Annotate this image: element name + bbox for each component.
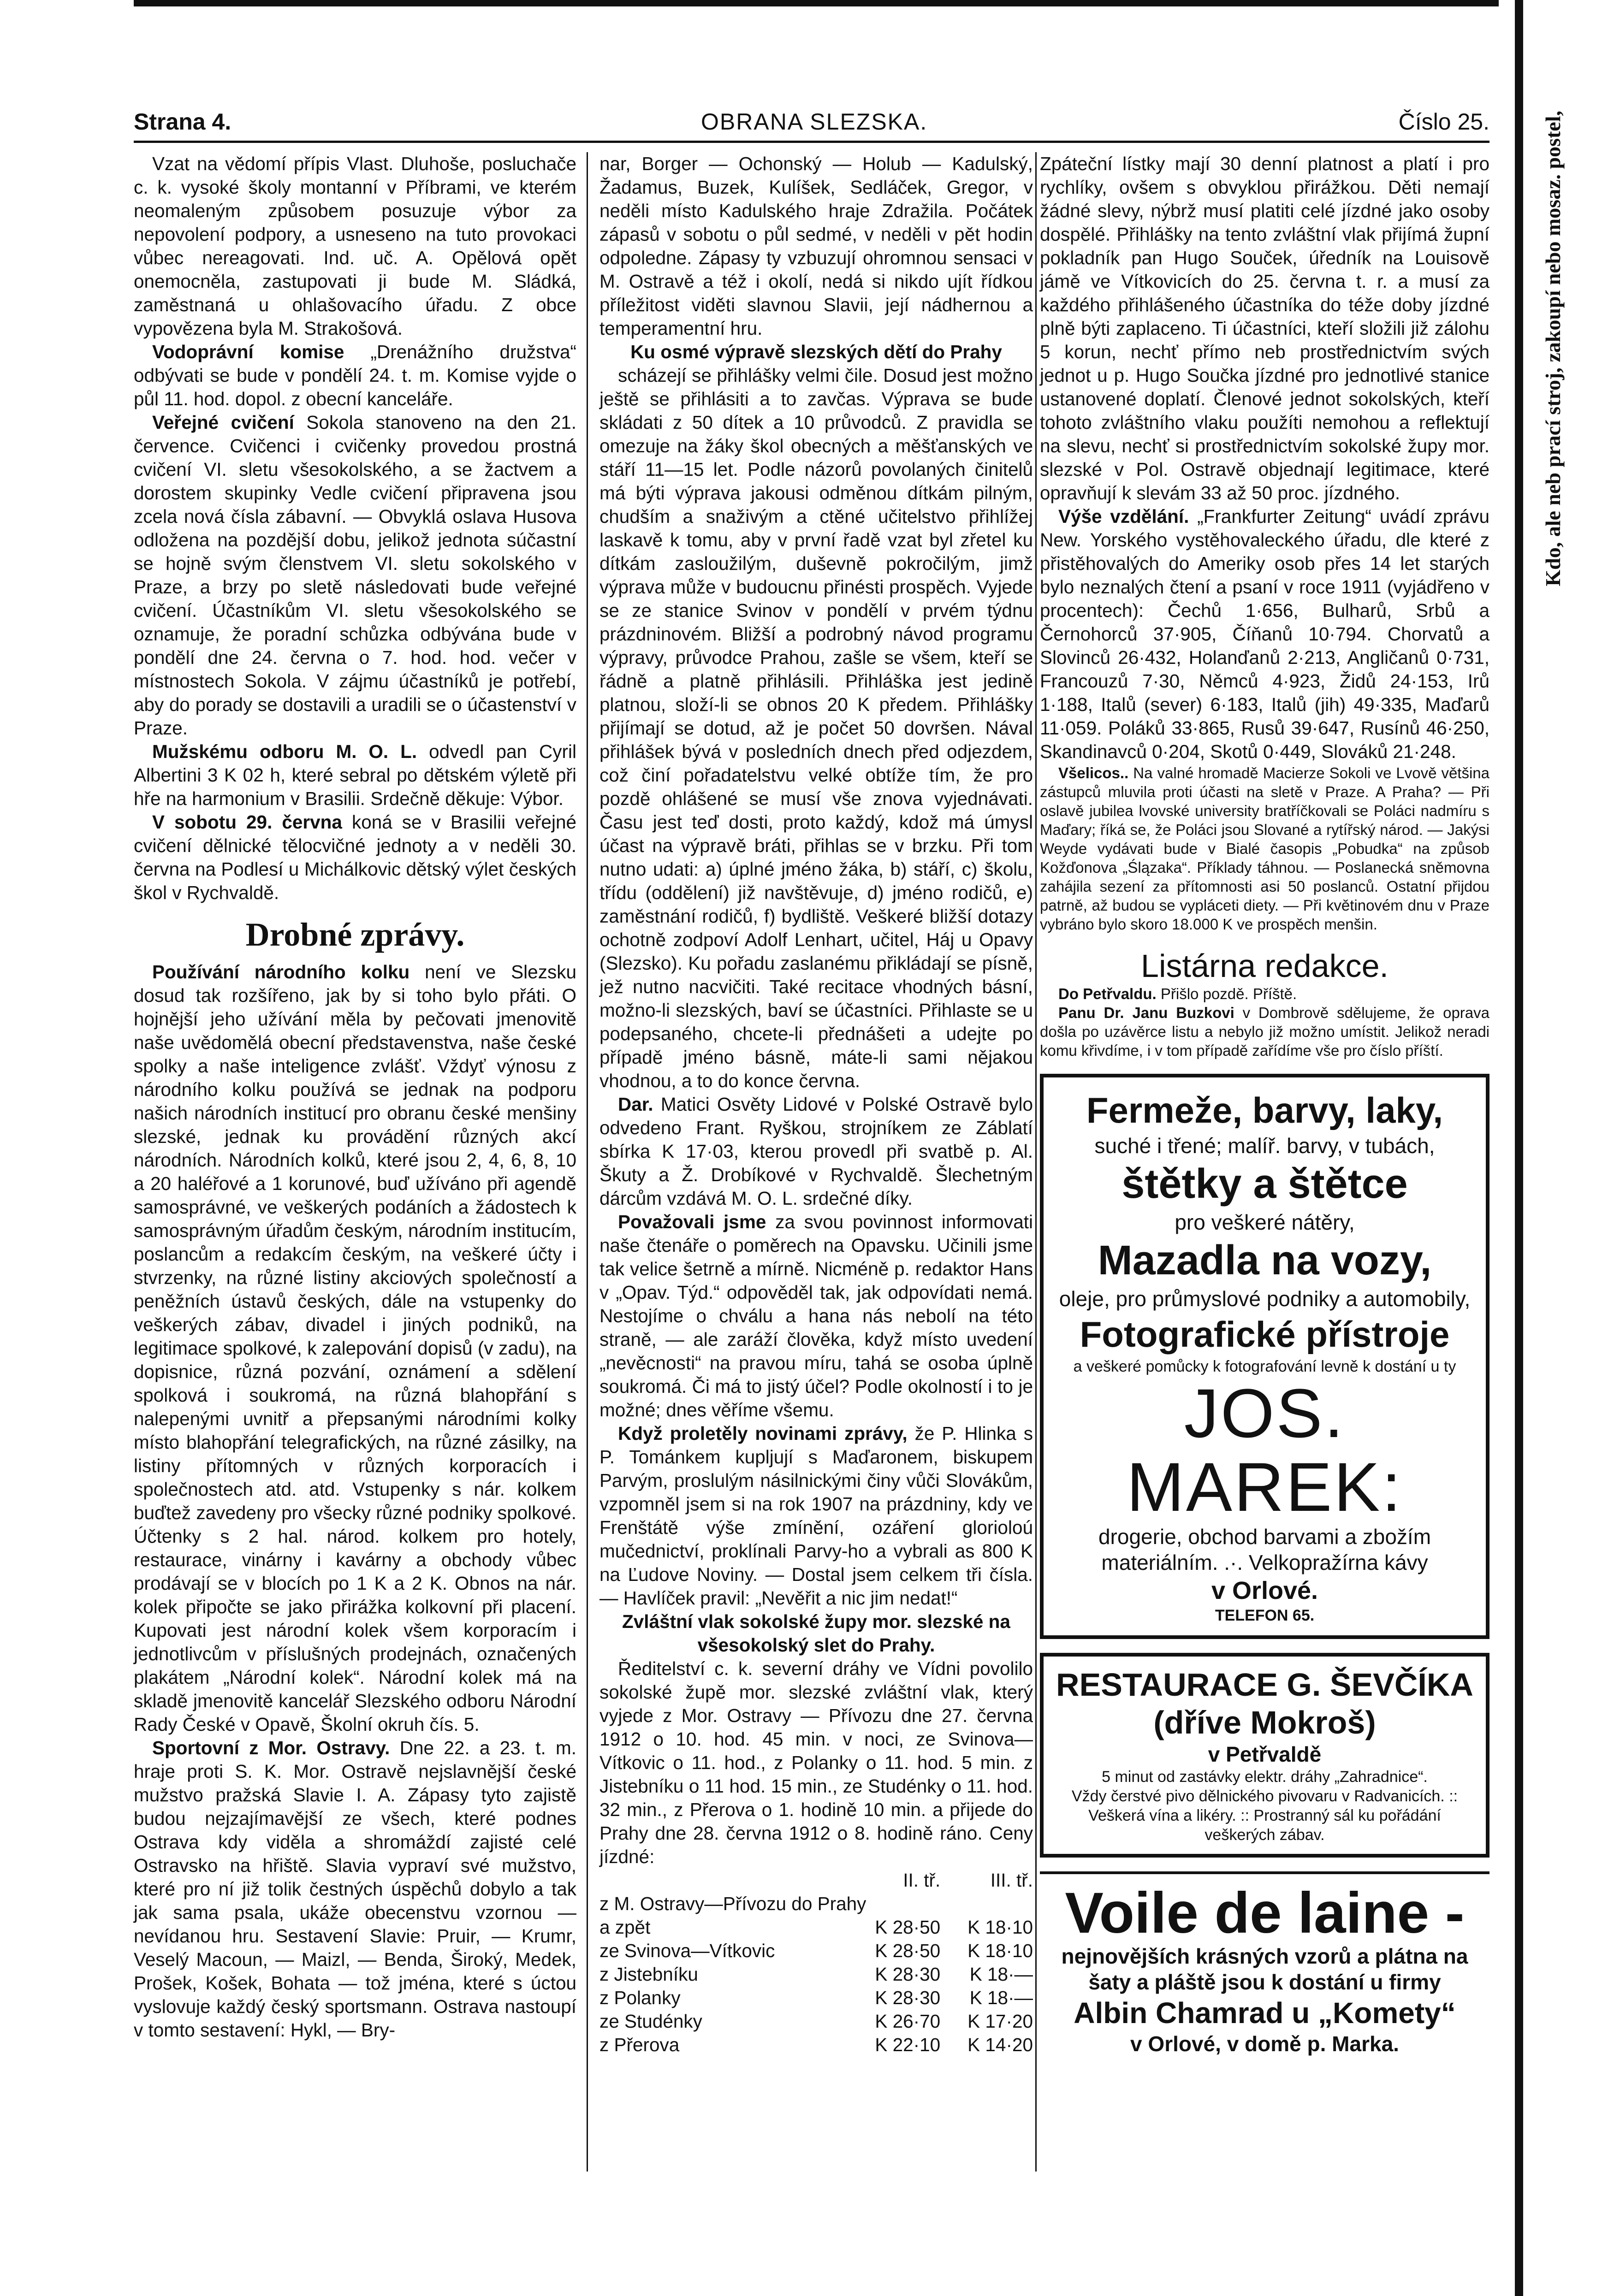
ad-restaurant-title: RESTAURACE G. ŠEVČÍKA (dříve Mokroš) — [1056, 1667, 1473, 1740]
article-lead: V sobotu 29. června — [152, 811, 342, 833]
ad-company-name: JOS. MAREK: — [1126, 1374, 1403, 1526]
article-text: Matici Osvěty Lidové v Polské Ostravě bylo odvedeno Frant. Ryškou, strojníkem ze Záblatí sbírka K 17·03, kterou provedl při svatbě p. Al. Škuty a Ž. Drobíkové v Rychvaldě. Šlechetným dárcům vzdává M. O. L. srdečné díky. — [599, 1094, 1033, 1209]
page-header — [134, 108, 1489, 145]
article-text: za svou povinnost informovati naše čtenáře o poměrech na Opavsku. Učinili jsme tak velice šetrně a mírně. Nicméně p. redaktor Hans v „Opav. Týd.“ odpověděl tak, jak odpovídati nemá. Nestojíme o chválu a hana nás nebolí na této straně, — ale zaráží člověka, když místo uvedení „nevěcnosti“ na pravou míru, tahá se osoba úplně soukromá. Či má to jistý účel? Podle okolností i to je možné; dnes věříme všemu. — [599, 1211, 1033, 1420]
margin-advert-text: Kdo, ale neb prací stroj, zakoupí nebo mosaz. postel, — [1541, 111, 1565, 586]
newspaper-title: OBRANA SLEZSKA. — [701, 109, 928, 135]
fare-2nd: K 28·50 — [875, 1940, 941, 1961]
article-lead: Mužskému odboru M. O. L. — [152, 741, 417, 762]
ad-line: v Petřvaldě — [1208, 1742, 1322, 1766]
fare-3rd: K 18·10 — [967, 1917, 1033, 1938]
table-row — [599, 2010, 1033, 2033]
ad-line: nejnovějších krásných vzorů a plátna na šaty a pláště jsou k dostání u firmy — [1061, 1944, 1468, 1994]
article-lead: Používání národního kolku — [152, 961, 410, 982]
article-paragraph — [134, 740, 576, 811]
editorial-letters-title: Listárna redakce. — [1141, 948, 1389, 984]
ad-line: pro veškeré nátěry, — [1175, 1210, 1355, 1234]
ad-line: v Orlové, v domě p. Marka. — [1130, 2032, 1399, 2056]
article-paragraph: Zpáteční lístky mají 30 denní platnost a platí i pro rychlíky, ovšem s obvyklou přirážkou. Děti nemají žádné slevy, nýbrž musí platiti celé jízdné jako osoby dospělé. Přihlášky na tento zvláštní vlak přijímá župní pokladník pan Hugo Souček, úředník na Louisově jámě ve Vítkovicích do 25. června t. r. a musí za každého přihlášeného účastníka do téže doby jízdné plně býti zaplaceno. Ti účastníci, kteří složili již zálohu 5 korun, nechť přímo neb prostřednictvím svých jednot u p. Hugo Součka jízdné pro jednotlivé stanice ustanovené doplatí. Členové jednot sokolských, kteří tohoto zvláštního vlaku použíti nemohou a reflektují na slevu, nechť si prostřednictvím sokolské župy mor. slezské v Pol. Ostravě objednají legitimace, které opravňují k slevám 33 až 50 proc. jízdného. — [1040, 153, 1489, 503]
ad-phone: TELEFON 65. — [1215, 1607, 1315, 1624]
ad-line: 5 minut od zastávky elektr. dráhy „Zahradnice“. — [1102, 1768, 1428, 1786]
fare-3rd: K 14·20 — [967, 2034, 1033, 2055]
letter-lead: Do Petřvaldu. — [1058, 985, 1157, 1002]
letter-reply — [1040, 984, 1489, 1003]
article-paragraph — [134, 811, 576, 905]
table-row — [599, 1939, 1033, 1963]
header-rule — [134, 141, 1489, 143]
article-paragraph: scházejí se přihlášky velmi čile. Dosud jest možno ještě se přihlásiti a to zavčas. Výprava se bude skládati z 50 dítek a 10 průvodců. Z pravidla se omezuje na žáky škol obecných a měšťanských ve stáří 11—15 let. Podle názorů povolaných činitelů má býti výprava jakousi odměnou dítkám pilným, chudším a snaživým a ctěné učitelstvo přihlížej laskavě k tomu, aby v první řadě vzat byl zřetel ku dítkám zasloužilým, duševně pokročilým, jimž výprava může v budoucnu přinésti prospěch. Vyjede se ze stanice Svinov v pondělí v prvém týdnu prázdninovém. Bližší a podrobný návod programu výpravy, průvodce Prahou, zašle se všem, kteří se řádně a platně přihlásili. Přihláška jest jedině platnou, složí-li se obnos 20 K předem. Přihlášky přijímají se dotud, až je počet 50 dovršen. Nával přihlášek bývá v posledních dnech před odjezdem, což činí pořadatelstvu velké obtíže tím, že pro pozdě ohlášené se musí vše znova vyjednávati. Času jest teď dosti, proto každý, kdož má úmysl účast na výpravě bráti, přihlas se v brzku. Při tom nutno udati: a) úplné jméno žáka, b) stáří, c) školu, třídu (oddělení) již navštěvuje, d) jméno rodičů, e) zaměstnání rodičů, f) bydliště. Veškeré bližší dotazy ochotně zodpoví Adolf Lenhart, učitel, Háj u Opavy (Slezsko). Ku pořadu zaslanému přikládají se písně, jež nutno nacvičiti. Také recitace vhodných básní, možno-li slezských, baví se účastníci. Přihlaste se u podepsaného, chcete-li přednášeti a udejte po případě jméno básně, máte-li sami nějakou vhodnou, a to do konce června. — [599, 365, 1033, 1091]
ad-line: Albin Chamrad u „Komety“ — [1074, 1996, 1456, 2030]
article-paragraph — [134, 960, 576, 1736]
fare-3rd: K 18·— — [969, 1964, 1033, 1985]
fare-station: ze Svinova—Vítkovic — [599, 1940, 775, 1961]
table-row — [599, 1916, 1033, 1939]
ad-line: a veškeré pomůcky k fotografování levně k dostání u ty — [1073, 1358, 1456, 1375]
article-paragraph — [599, 1093, 1033, 1210]
fare-3rd: K 17·20 — [967, 2011, 1033, 2032]
article-paragraph — [1040, 505, 1489, 763]
table-row — [599, 1892, 1033, 1916]
article-text: odvedl pan Cyril Albertini 3 K 02 h, které sebral po dětském výletě při hře na harmonium v Brasilii. Srdečně děkuje: Výbor. — [134, 741, 576, 809]
letter-lead: Panu Dr. Janu Buzkovi — [1058, 1004, 1234, 1021]
page-number: Strana 4. — [134, 109, 231, 135]
article-lead: Považovali jsme — [618, 1211, 766, 1232]
article-text: koná se v Brasilii veřejné cvičení dělnické tělocvičné jednoty a v neděli 30. června na Podlesí u Michálkovic dětský výlet českých škol v Rychvaldě. — [134, 811, 576, 903]
advertisement-voile — [1040, 1871, 1489, 2057]
article-paragraph: Ředitelství c. k. severní dráhy ve Vídni povolilo sokolské župě mor. slezské zvláštní vlak, který vyjede z Mor. Ostravy — Přívozu dne 27. června 1912 o 10. hod. 45 min. v noci, ze Svinova—Vítkovic o 11. hod., z Polanky o 11. hod. 5 min. z Jistebníku o 11 hod. 15 min., ze Studénky o 11. hod. 32 min., z Přerova o 1. hodině 10 min. a přijede do Prahy dne 28. června 1912 o 8. hodině ráno. Ceny jízdné: — [599, 1658, 1033, 1867]
article-heading: Zvláštní vlak sokolské župy mor. slezské na všesokolský slet do Prahy. — [622, 1611, 1010, 1656]
article-text: že P. Hlinka s P. Tománkem kupljují s Maďaronem, biskupem Parvým, proslulým násilnickými činy vůči Slovákům, vzpomněl jsem si na rok 1907 na prázdniny, kdy ve Frenštátě výše zmínění, ozáření glorioloú mučednictví, proklínali Parvy-ho a vybrali as 800 K na Ľudove Noviny. — Dostal jsem celkem tři čísla. — Havlíček pravil: „Nevěřit a nic jim nedat!“ — [599, 1423, 1033, 1609]
column-divider — [587, 152, 588, 2172]
advertisement-marek — [1040, 1074, 1489, 1639]
letter-reply — [1040, 1003, 1489, 1060]
article-lead: Když proletěly novinami zprávy, — [618, 1423, 908, 1444]
article-paragraph — [1040, 763, 1489, 934]
fare-header-3rd: III. tř. — [990, 1870, 1033, 1891]
column-3 — [1040, 152, 1489, 2057]
section-title: Drobné zprávy. — [245, 916, 465, 953]
fare-station: z Jistebníku — [599, 1964, 698, 1985]
fare-2nd: K 28·30 — [875, 1987, 941, 2008]
column-2 — [599, 152, 1033, 2057]
fare-2nd: K 26·70 — [875, 2011, 941, 2032]
fare-intro: z M. Ostravy—Přívozu do Prahy — [599, 1893, 866, 1914]
ad-line: Fotografické přístroje — [1080, 1314, 1450, 1355]
article-lead: Sportovní z Mor. Ostravy. — [152, 1737, 390, 1758]
fare-table — [599, 1869, 1033, 2057]
margin-rule — [1515, 0, 1523, 2296]
fare-header-2nd: II. tř. — [903, 1870, 941, 1891]
ad-line: v Orlové. — [1211, 1577, 1318, 1604]
ad-line: Fermeže, barvy, laky, — [1086, 1090, 1443, 1130]
article-lead: Veřejné cvičení — [152, 412, 294, 433]
article-lead: Dar. — [618, 1094, 653, 1115]
ad-line: oleje, pro průmyslové podniky a automobily, — [1059, 1287, 1471, 1311]
column-divider — [1035, 152, 1037, 2172]
article-lead: Výše vzdělání. — [1058, 506, 1189, 527]
ad-line: Vždy čerstvé pivo dělnického pivovaru v Radvanicích. :: Veškerá vína a likéry. :: Prostranný sál ku pořádání veškerých zábav. — [1071, 1787, 1458, 1844]
article-lead: Vodoprávní komise — [152, 341, 344, 362]
advertisement-sevcik — [1040, 1653, 1489, 1858]
fare-station: z Polanky — [599, 1987, 681, 2008]
article-text: Sokola stanoveno na den 21. července. Cvičenci i cvičenky provedou prostná cvičení VI. sletu všesokolského, a se žactvem a dorostem skupinky Vedle cvičení připravena jsou zcela nová čísla zábavní. — Obvyklá oslava Husova odložena na pozdější dobu, jelikož jednota súčastní se hojně svým členstvem VI. sletu sokolského v Praze, a brzy po sletě následovati bude veřejné cvičení. Účastníkům VI. sletu všesokolského se oznamuje, že poradní schůzka odbývána bude v pondělí dne 24. června o 7. hod. hod. večer v místnostech Sokola. V zájmu účastníků je potřebí, aby do porady se dostavili a uradili se o účastenství v Praze. — [134, 412, 576, 739]
fare-2nd: K 22·10 — [875, 2034, 941, 2055]
ad-line: suché i třené; malíř. barvy, v tubách, — [1094, 1134, 1435, 1158]
issue-number: Číslo 25. — [1398, 109, 1489, 135]
article-paragraph — [599, 1210, 1033, 1422]
ad-voile-title: Voile de laine - — [1065, 1881, 1465, 1945]
article-paragraph: Vzat na vědomí přípis Vlast. Dluhoše, posluchače c. k. vysoké školy montanní v Příbrami, ve kterém neomaleným způsobem posuzuje výbor za nepovolení podpory, a usneseno na tuto provokaci vůbec nereagovati. Ind. uč. A. Opělová opět onemocněla, zastupovati ji bude M. Sládká, zaměstnaná u ohlašovacího úřadu. Z obce vypovězena byla M. Strakošová. — [134, 153, 576, 339]
fare-2nd: K 28·30 — [875, 1964, 941, 1985]
article-text: „Drenážního družstva“ odbývati se bude v pondělí 24. t. m. Komise vyjde o půl 11. hod. dopol. z obecní kanceláře. — [134, 341, 576, 409]
article-text: Dne 22. a 23. t. m. hraje proti S. K. Mor. Ostravě nejslavnější české mužstvo pražská Slavie I. A. Zápasy tyto zajistě budou nejzajímavější ze všech, které podnes Ostrava kdy viděla a shromáždí zajisté celé Ostravsko na hřiště. Slavia vypraví své mužstvo, které pro ní již tolik čestných úspěchů dobylo a tak jak sama psala, ukáže obecenstvu vzornou — nevídanou hru. Sestavení Slavie: Pruir, — Krumr, Veselý Macoun, — Maizl, — Benda, Široký, Medek, Prošek, Košek, Bohata — tož jména, které s úctou vyslovuje každý český sportsmann. Ostrava nastoupí v tomto sestavení: Hykl, — Bry- — [134, 1737, 576, 2041]
top-border — [134, 0, 1499, 6]
table-row — [599, 1963, 1033, 1986]
article-text: není ve Slezsku dosud tak rozšířeno, jak by si toho bylo přáti. O hojnější jeho užívání měla by pečovati jmenovitě naše uvědomělá obecní představenstva, naše české spolky a naše inteligence zvlášť. Vždyť výnosu z národního kolku používá se jednak na podporu našich národních institucí pro obranu české menšiny slezské, jednak ku provádění různých akcí národních. Národních kolků, které jsou 2, 4, 6, 8, 10 a 20 haléřové a 1 korunové, buď užíváno při agendě samosprávné, ve veškerých podáních a žádostech k samosprávným úřadům českým, národním institucím, poslancům a redakcím českým, na veškeré účty i stvrzenky, na různé listiny akciových společností a peněžních ústavů českých, dále na vstupenky do veškerých zábav, divadel i jiných podniků, na legitimace spolkové, k zalepování dopisů (v zadu), na dopisnice, různá pozvání, oznámení a sdělení spolková i soukromá, na různá blahopřání s nalepenými uvnitř a přepsanými národními kolky místo blahopřání telegrafických, na různé zásilky, na listiny přítomných v různých korporacích i společnostech atd. atd. Vstupenky s nár. kolkem buďtež zavedeny pro všecky různé podniky spolkové. Účtenky s 2 hal. národ. kolkem pro hotely, restaurace, vinárny i kavárny a obchody vůbec prodávají se v blocích po 1 K a 2 K. Obnos na nár. kolek připočte se jako přirážka kolkovní při placení. Kupovati jest národní kolek všem korporacím i jednotlivcům v příslušných prodejnách, označených plakátem „Národní kolek“. Národní kolek má na skladě jmenovitě kancelář Slezského odboru Národní Rady České v Opavě, Školní okruh čís. 5. — [134, 961, 576, 1735]
table-row — [599, 1986, 1033, 2010]
fare-station: a zpět — [599, 1917, 651, 1938]
ad-line: drogerie, obchod barvami a zbožím materiálním. .·. Velkopražírna kávy — [1098, 1525, 1431, 1574]
fare-3rd: K 18·10 — [967, 1940, 1033, 1961]
ad-line: štětky a štětce — [1122, 1161, 1408, 1207]
fare-station: ze Studénky — [599, 2011, 702, 2032]
fare-2nd: K 28·50 — [875, 1917, 941, 1938]
article-paragraph — [134, 411, 576, 740]
article-paragraph: nar, Borger — Ochonský — Holub — Kadulský, Žadamus, Buzek, Kulíšek, Sedláček, Gregor, v neděli místo Kadulského hraje Zdražila. Počátek zápasů v sobotu o půl sedmé, v neděli v pět hodin odpoledne. Zápasy ty vzbuzují ohromnou sensaci v M. Ostravě a též i okolí, nedá si nikdo ujít řídkou příležitost viděti slavnou Slavii, její nádhernou a temperamentní hru. — [599, 153, 1033, 339]
article-paragraph — [134, 1736, 576, 2042]
ad-line: Mazadla na vozy, — [1098, 1237, 1432, 1284]
article-heading: Ku osmé výpravě slezských dětí do Prahy — [630, 341, 1002, 362]
fare-3rd: K 18·— — [969, 1987, 1033, 2008]
article-text: Na valné hromadě Macierze Sokoli ve Lvově většina zástupců mluvila proti účasti na sletě v Praze. A Praha? — Při oslavě jubilea lvovské university bratříčkovali se Poláci nadmíru s Maďary; říká se, že Poláci jsou Slované a rytířský národ. — Jakýsi Weyde vydávati bude v Bialé časopis „Pobudka“ na způsob Kožďonova „Ślązaka“. Příklady táhnou. — Poslanecká sněmovna zahájila sezení za přítomnosti asi 50 poslanců. Ostatní přijdou patrně, až budou se vypláceti diety. — Při květinovém dnu v Praze vybráno bylo skoro 18.000 K ve prospěch menšin. — [1040, 764, 1490, 933]
table-row — [599, 2033, 1033, 2057]
article-paragraph — [134, 340, 576, 411]
table-row — [599, 1869, 1033, 1892]
article-paragraph — [599, 1422, 1033, 1610]
article-lead: Všelicos.. — [1058, 764, 1129, 781]
article-text: „Frankfurter Zeitung“ uvádí zprávu New. Yorského vystěhovaleckého úřadu, dle které z přistěhovalých do Ameriky osob přes 14 let starých bylo neznalých čtení a psaní v roce 1911 (vyjádřeno v procentech): Čechů 1·656, Bulharů, Srbů a Černohorců 37·905, Číňanů 10·794. Chorvatů a Slovinců 26·432, Holanďanů 2·213, Angličanů 0·731, Francouzů 7·30, Němců 4·923, Židů 24·153, Irů 1·188, Italů (sever) 6·183, Italů (jih) 49·335, Maďarů 11·059. Poláků 33·865, Rusů 39·647, Rusínů 46·250, Skandinavců 0·204, Skotů 0·449, Slováků 21·248. — [1040, 506, 1489, 762]
fare-station: z Přerova — [599, 2034, 680, 2055]
letter-text: v Dombrově sdělujeme, že oprava došla po uzávěrce listu a nebylo již možno umístit. Jelikož neradi komu křivdíme, i v tom případě zařídíme vše pro číslo příští. — [1040, 1004, 1489, 1059]
column-1 — [134, 152, 576, 2042]
letter-text: Přišlo pozdě. Příště. — [1160, 985, 1297, 1002]
